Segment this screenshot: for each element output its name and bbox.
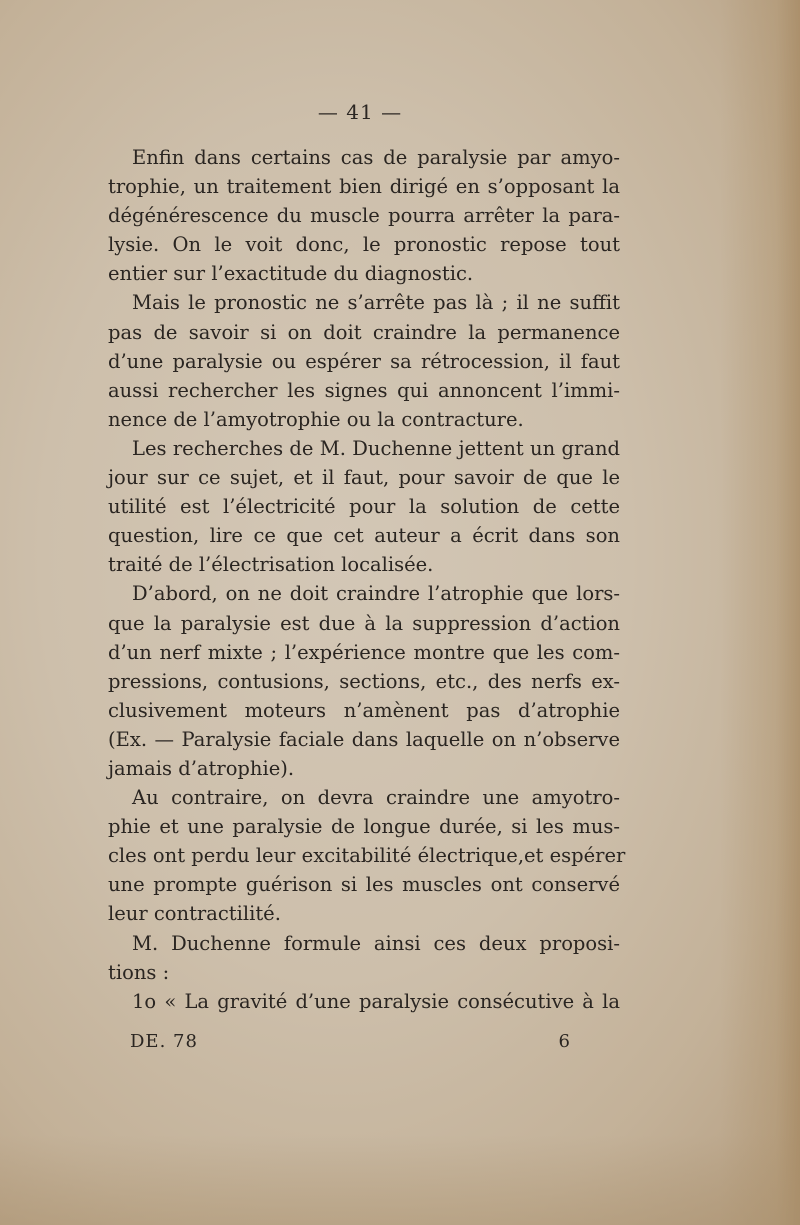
body-text (108, 143, 626, 1016)
text-line: jamais d’atrophie). (108, 756, 295, 780)
page-edge-shadow (720, 0, 800, 1225)
page-bottom-shadow (0, 1135, 800, 1225)
text-line: pressions, contusions, sections, etc., des nerfs ex- (108, 669, 620, 693)
text-line: d’une paralysie ou espérer sa rétrocession, il faut (108, 349, 620, 373)
text-line: utilité est l’électricité pour la solution de cette (108, 495, 620, 519)
text-line: D’abord, on ne doit craindre l’atrophie que lors- (132, 582, 620, 606)
text-line: tions : (108, 960, 170, 984)
text-line: dégénérescence du muscle pourra arrêter la para- (108, 204, 620, 228)
text-line: leur contractilité. (108, 902, 281, 926)
page-footer (130, 1031, 570, 1052)
text-line: jour sur ce sujet, et il faut, pour savoir de que le (108, 466, 620, 490)
text-line: phie et une paralysie de longue durée, si les mus- (108, 815, 620, 839)
text-line: d’un nerf mixte ; l’expérience montre que les com- (108, 640, 620, 664)
text-line: cles ont perdu leur excitabilité électrique,et espérer (108, 844, 626, 868)
text-line: traité de l’électrisation localisée. (108, 553, 434, 577)
printer-signature: DE. 78 (130, 1031, 198, 1052)
text-line: question, lire ce que cet auteur a écrit dans son (108, 524, 620, 548)
text-line: clusivement moteurs n’amènent pas d’atrophie (108, 698, 620, 722)
text-line: une prompte guérison si les muscles ont conservé (108, 873, 620, 897)
text-line: aussi rechercher les signes qui annoncent l’immi- (108, 378, 620, 402)
text-line: Enfin dans certains cas de paralysie par amyo- (132, 146, 620, 169)
text-line: Au contraire, on devra craindre une amyotro- (132, 786, 620, 810)
text-line: entier sur l’exactitude du diagnostic. (108, 262, 474, 286)
text-line: (Ex. — Paralysie faciale dans laquelle on n’observe (108, 727, 620, 751)
text-line: M. Duchenne formule ainsi ces deux proposi- (132, 931, 620, 955)
text-line: Mais le pronostic ne s’arrête pas là ; il ne suffit (132, 291, 620, 315)
text-line: pas de savoir si on doit craindre la permanence (108, 320, 620, 344)
text-line: 1o « La gravité d’une paralysie consécutive à la (132, 989, 620, 1013)
text-line: Les recherches de M. Duchenne jettent un grand (132, 436, 620, 460)
text-line: lysie. On le voit donc, le pronostic repose tout (108, 233, 620, 257)
text-line: trophie, un traitement bien dirigé en s’opposant la (108, 175, 620, 199)
signature-number: 6 (558, 1031, 570, 1052)
text-line: nence de l’amyotrophie ou la contracture. (108, 407, 524, 431)
text-line: que la paralysie est due à la suppression d’action (108, 611, 620, 635)
page-header: — 41 — (317, 100, 403, 124)
